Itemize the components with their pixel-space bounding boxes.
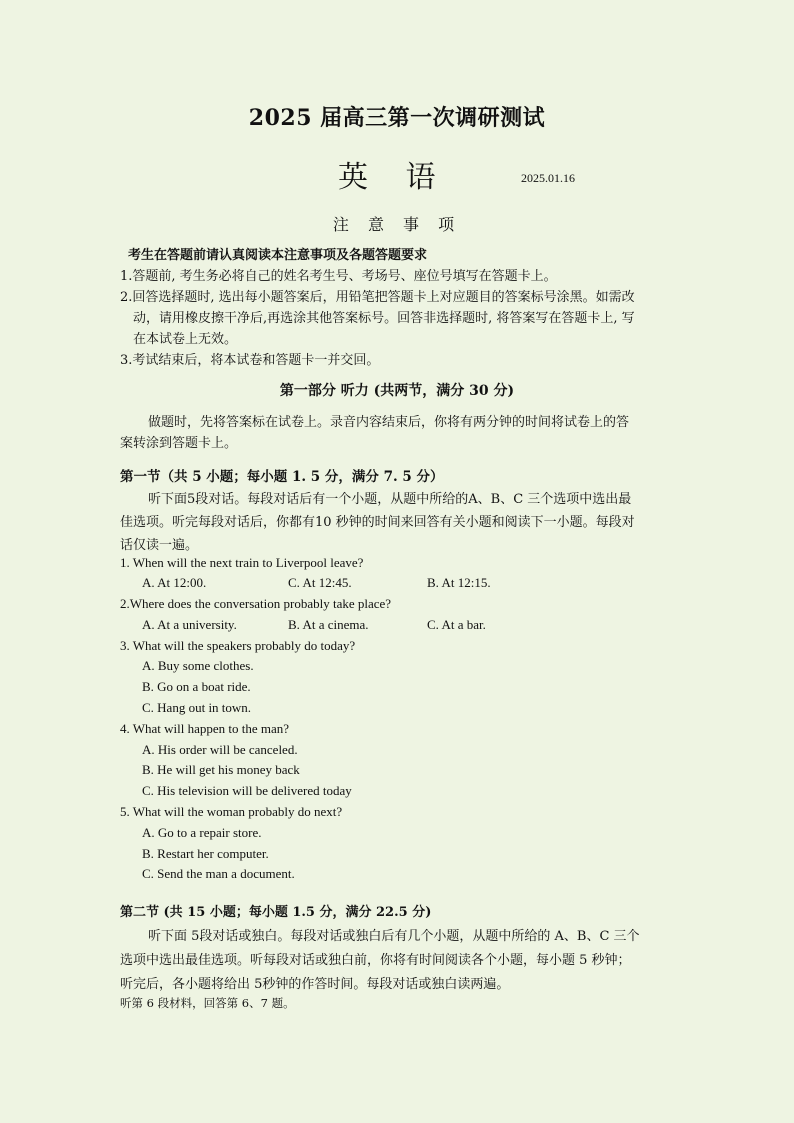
section1-directions: 佳选项。听完每段对话后，你都有10 秒钟的时间来回答有关小题和阅读下一小题。每段对 [120,515,635,530]
part1-intro: 做题时，先将答案标在试卷上。录音内容结束后，你将有两分钟的时间将试卷上的答 [148,415,630,430]
part1-heading: 第一部分 听力 (共两节，满分 30 分) [279,383,515,399]
section2-heading: 第二节 (共 15 小题；每小题 1.5 分，满分 22.5 分) [120,905,432,920]
question-option: C. His television will be delivered today [142,783,352,798]
notice-item: 动，请用橡皮擦干净后,再选涂其他答案标号。回答非选择题时, 将答案写在答题卡上, 写 [133,311,635,326]
subject-title: 英 语 [338,160,450,195]
section2-directions: 听完后，各小题将给出 5秒钟的作答时间。每段对话或独白读两遍。 [120,977,510,992]
question-option: C. Hang out in town. [142,700,252,715]
section2-sub-instruction: 听第 6 段材料，回答第 6、7 题。 [120,996,295,1010]
question-stem: 3. What will the speakers probably do today? [120,638,356,653]
notice-heading: 注 意 事 项 [332,215,462,234]
section2-directions: 选项中选出最佳选项。听每段对话或独白前，你将有时间阅读各个小题，每小题 5 秒钟； [120,953,631,968]
part1-intro: 案转涂到答题卡上。 [120,436,238,451]
notice-item: 1.答题前, 考生务必将自己的姓名考生号、考场号、座位号填写在答题卡上。 [120,269,557,284]
section1-directions: 话仅读一遍。 [120,538,199,553]
question-option: B. Go on a boat ride. [142,679,251,694]
question-option: A. At 12:00. [142,575,207,590]
question-option: C. Send the man a document. [142,866,295,881]
section1-directions: 听下面5段对话。每段对话后有一个小题，从题中所给的A、B、C 三个选项中选出最 [148,492,632,507]
question-option: A. At a university. [142,617,237,632]
question-option: B. At 12:15. [427,575,491,590]
question-option: B. Restart her computer. [142,846,269,861]
question-option: B. At a cinema. [288,617,369,632]
section1-heading: 第一节（共 5 小题；每小题 1. 5 分，满分 7. 5 分） [120,469,444,485]
exam-title: 2025 届高三第一次调研测试 [248,105,546,131]
notice-item: 3.考试结束后，将本试卷和答题卡一并交回。 [120,353,380,368]
question-stem: 5. What will the woman probably do next? [120,804,343,819]
question-option: A. His order will be canceled. [142,742,298,757]
question-stem: 4. What will happen to the man? [120,721,290,736]
question-option: B. He will get his money back [142,762,300,777]
notice-intro: 考生在答题前请认真阅读本注意事项及各题答题要求 [128,248,428,263]
question-option: C. At 12:45. [288,575,352,590]
notice-item: 2.回答选择题时, 选出每小题答案后，用铅笔把答题卡上对应题目的答案标号涂黑。如需改 [120,290,635,305]
question-stem: 2.Where does the conversation probably take place? [120,596,392,611]
question-option: C. At a bar. [427,617,486,632]
question-stem: 1. When will the next train to Liverpool leave? [120,555,364,570]
question-option: A. Go to a repair store. [142,825,262,840]
exam-date: 2025.01.16 [521,171,575,185]
notice-item: 在本试卷上无效。 [133,332,238,347]
section2-directions: 听下面 5段对话或独白。每段对话或独白后有几个小题，从题中所给的 A、B、C 三个 [148,929,640,944]
question-option: A. Buy some clothes. [142,658,254,673]
